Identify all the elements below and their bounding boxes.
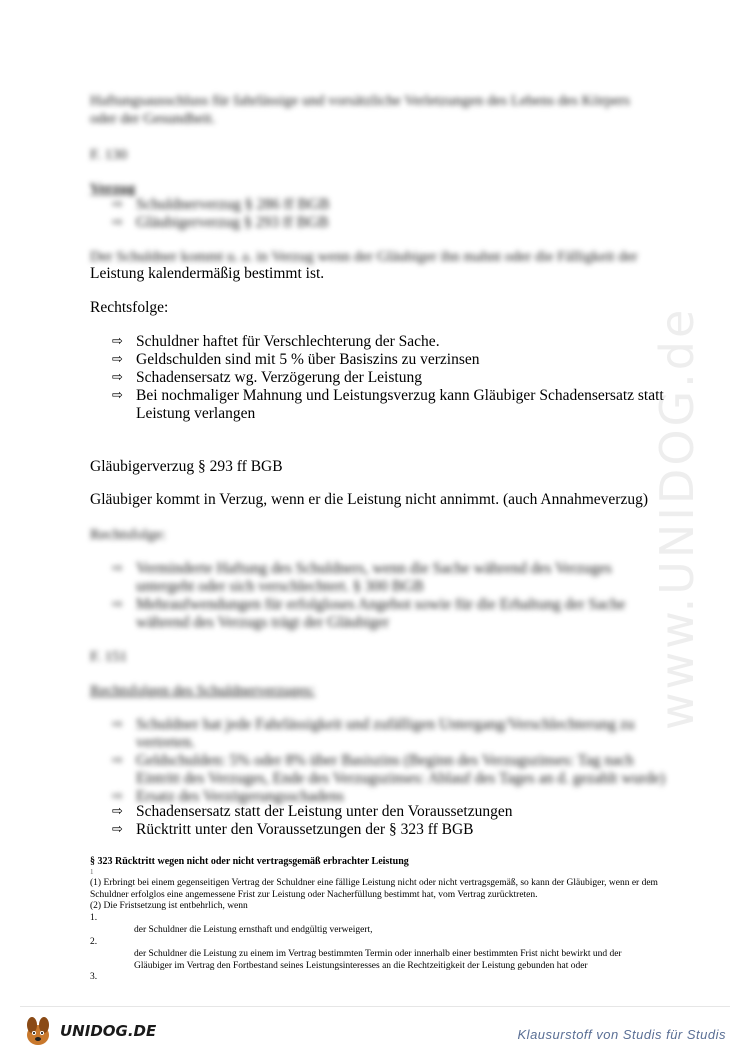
- glaeubigerverzug-text: Gläubiger kommt in Verzug, wenn er die Leistung nicht annimmt. (auch Annahmeverzug): [90, 491, 648, 508]
- enum-2: 2.: [90, 937, 98, 947]
- list-item: ⇨ Rücktritt unter den Voraussetzungen der § 323 ff BGB: [112, 821, 474, 838]
- list-item: ⇨ Schuldnerverzug § 286 ff BGB: [112, 196, 330, 213]
- enum-3: 3.: [90, 972, 98, 982]
- list-item: ⇨ Schadensersatz statt der Leistung unter den Voraussetzungen: [112, 803, 513, 820]
- list-item: ⇨ Mehraufwendungen für erfolgloses Angebot sowie für die Erhaltung der Sache während des Verzugs trägt der Gläubiger: [112, 596, 626, 631]
- arrow-icon: ⇨: [112, 753, 123, 768]
- paragraph-323-title: § 323 Rücktritt wegen nicht oder nicht vertragsgemäß erbrachter Leistung: [90, 856, 409, 867]
- arrow-icon: ⇨: [112, 822, 123, 837]
- arrow-icon: ⇨: [112, 597, 123, 612]
- blurred-verzug-list: [112, 196, 672, 232]
- list-item: ⇨ Schuldner hat jede Fahrlässigkeit und zufälligen Untergang/Verschlechterung zu vertreten.: [112, 716, 635, 751]
- arrow-icon: ⇨: [112, 388, 123, 403]
- rechtsfolge-list: [112, 333, 672, 423]
- logo-text: UNIDOG.DE: [60, 1022, 157, 1040]
- enum-1: 1.: [90, 913, 98, 923]
- blurred-paragraph: Haftungsausschluss für fahrlässige und vorsätzliche Verletzungen des Lebens des Körpers oder der Gesundheit.: [90, 93, 630, 127]
- footer-divider: [20, 1006, 730, 1007]
- dog-icon: [20, 1013, 56, 1049]
- list-item: ⇨ Verminderte Haftung des Schuldners, wenn die Sache während des Verzuges untergeht oder sich verschlechtert. § 300 BGB: [112, 560, 612, 595]
- blurred-glaeubiger-list: [112, 560, 672, 632]
- list-item: ⇨ Bei nochmaliger Mahnung und Leistungsverzug kann Gläubiger Schadensersatz statt Leistung verlangen: [112, 387, 664, 422]
- blurred-page-ref-151: F. 151: [90, 649, 128, 665]
- blurred-heading-rechtsfolgen: Rechtsfolgen des Schuldnerverzuges:: [90, 683, 315, 699]
- arrow-icon: ⇨: [112, 804, 123, 819]
- paragraph-mark: 1: [90, 868, 94, 876]
- unidog-logo[interactable]: [20, 1012, 156, 1050]
- enum-item-2: der Schuldner die Leistung zu einem im Vertrag bestimmten Termin oder innerhalb einer bestimmten Frist nicht bewirkt und der Gläubiger im Vertrag den Fortbestand seines Leistungsinteresses an die Rechtzeitigkeit der Leistung gebunden hat oder: [134, 949, 622, 971]
- blurred-schuldnerverzug-list: [112, 716, 672, 806]
- blurred-page-ref: F. 130: [90, 147, 128, 163]
- paragraph-323-abs1: (1) Erbringt bei einem gegenseitigen Vertrag der Schuldner eine fällige Leistung nicht oder nicht vertragsgemäß, so kann der Gläubiger, wenn er dem Schuldner erfolglos eine angemessene Frist zur Leistung oder Nacherfüllung bestimmt hat, vom Vertrag zurücktreten.: [90, 878, 658, 900]
- arrow-icon: ⇨: [112, 197, 123, 212]
- schuldnerverzug-visible-list: [112, 803, 672, 839]
- list-item: ⇨ Geldschulden sind mit 5 % über Basiszins zu verzinsen: [112, 351, 480, 368]
- arrow-icon: ⇨: [112, 352, 123, 367]
- footer-tagline: Klausurstoff von Studis für Studis: [517, 1027, 726, 1042]
- enum-item-1: der Schuldner die Leistung ernsthaft und endgültig verweigert,: [134, 925, 373, 935]
- list-item: ⇨ Schuldner haftet für Verschlechterung der Sache.: [112, 333, 440, 350]
- paragraph-323-abs2: (2) Die Fristsetzung ist entbehrlich, wenn: [90, 901, 248, 911]
- watermark: www.UNIDOG.de: [650, 306, 704, 730]
- arrow-icon: ⇨: [112, 717, 123, 732]
- sentence-end: Leistung kalendermäßig bestimmt ist.: [90, 265, 325, 282]
- blurred-sentence: Der Schuldner kommt u. a. in Verzug wenn der Gläubiger ihn mahnt oder die Fälligkeit der: [90, 249, 638, 265]
- arrow-icon: ⇨: [112, 215, 123, 230]
- arrow-icon: ⇨: [112, 561, 123, 576]
- list-item: ⇨ Schadensersatz wg. Verzögerung der Leistung: [112, 369, 422, 386]
- list-item: ⇨ Ersatz des Verzögerungsschadens: [112, 788, 345, 805]
- rechtsfolge-label: Rechtsfolge:: [90, 299, 169, 316]
- arrow-icon: ⇨: [112, 789, 123, 804]
- list-item: ⇨ Gläubigerverzug § 293 ff BGB: [112, 214, 329, 231]
- arrow-icon: ⇨: [112, 334, 123, 349]
- arrow-icon: ⇨: [112, 370, 123, 385]
- blurred-heading-verzug: Verzug: [90, 181, 136, 197]
- glaeubigerverzug-title: Gläubigerverzug § 293 ff BGB: [90, 458, 283, 475]
- list-item: ⇨ Geldschulden: 5% oder 8% über Basiszins (Beginn des Verzugszinses: Tag nach Eintritt des Verzuges, Ende des Verzugszinses: Ablauf des Tages an d. gezahlt wurde): [112, 752, 666, 787]
- blurred-rechtsfolge-label: Rechtsfolge:: [90, 527, 166, 543]
